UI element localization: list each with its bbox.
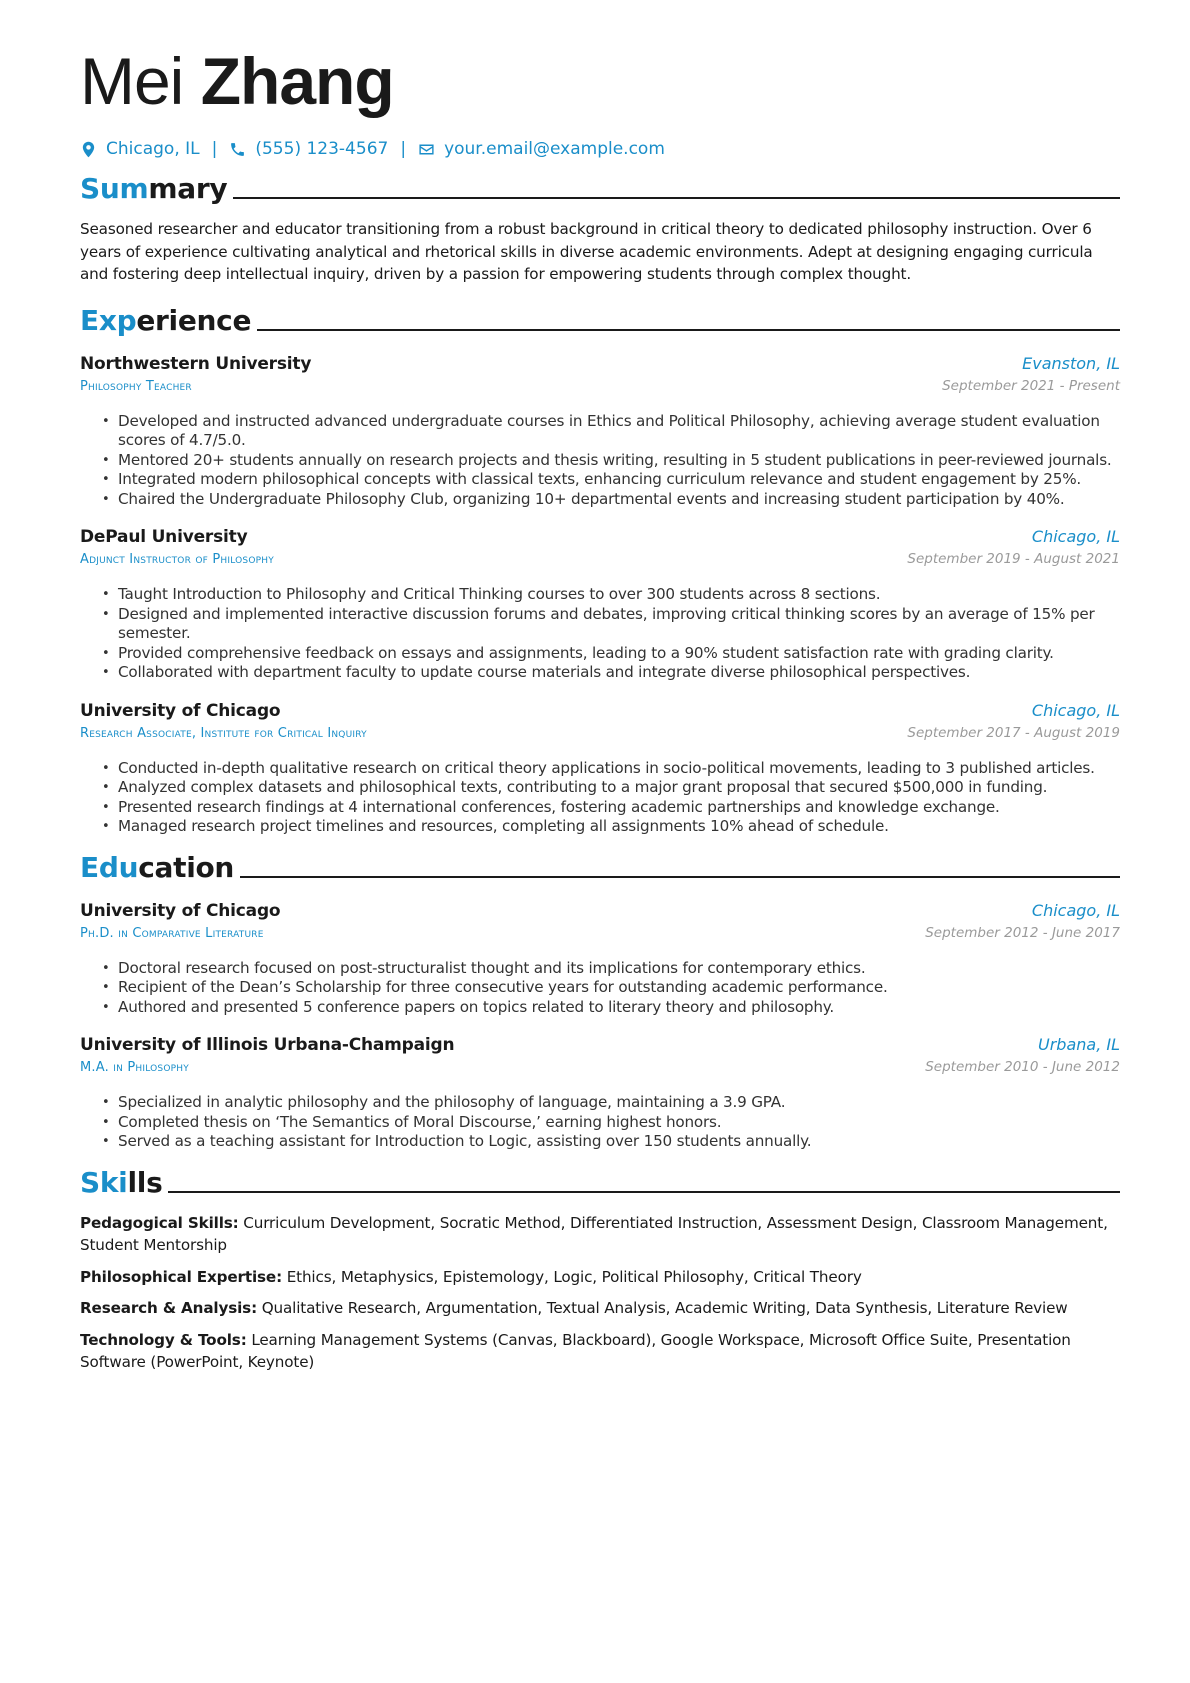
- entry-role: M.A. in Philosophy: [80, 1060, 189, 1075]
- entry-subheader: [80, 925, 1120, 947]
- last-name: Zhang: [200, 44, 394, 118]
- section-rule: [168, 1191, 1120, 1193]
- map-pin-icon: [80, 141, 97, 158]
- bullet-item: • Completed thesis on ‘The Semantics of Moral Discourse,’ earning highest honors.: [80, 1113, 1120, 1133]
- skill-values: Curriculum Development, Socratic Method, Differentiated Instruction, Assessment Design, Classroom Management, Student Mentorship: [80, 1213, 1108, 1254]
- organization-name: University of Illinois Urbana-Champaign: [80, 1035, 455, 1055]
- entry-subheader: [80, 551, 1120, 573]
- section-title: Summary: [80, 172, 228, 205]
- bullet-list: [80, 585, 1120, 683]
- bullet-item: • Collaborated with department faculty to update course materials and integrate diverse philosophical perspectives.: [80, 663, 1120, 683]
- section-title: Skills: [80, 1165, 163, 1199]
- bullet-item: • Specialized in analytic philosophy and the philosophy of language, maintaining a 3.9 GPA.: [80, 1093, 1120, 1113]
- first-name: Mei: [80, 44, 184, 118]
- bullet-list: [80, 759, 1120, 837]
- education-entry: [80, 1035, 1120, 1152]
- entry-dates: September 2017 - August 2019: [907, 724, 1120, 741]
- email-link[interactable]: your.email@example.com: [444, 139, 665, 159]
- bullet-item: • Served as a teaching assistant for Introduction to Logic, assisting over 150 students annually.: [80, 1132, 1120, 1152]
- phone-icon: [229, 141, 246, 158]
- contact-location: [80, 139, 200, 159]
- entry-header: [80, 901, 1120, 925]
- bullet-item: • Analyzed complex datasets and philosophical texts, contributing to a major grant proposal that secured $500,000 in funding.: [80, 778, 1120, 798]
- entry-dates: September 2019 - August 2021: [907, 551, 1120, 567]
- entry-location: Chicago, IL: [1031, 700, 1120, 720]
- phone-text: (555) 123-4567: [255, 139, 389, 159]
- skill-values: Learning Management Systems (Canvas, Blackboard), Google Workspace, Microsoft Office Suite, Presentation Software (PowerPoint, Keynote): [80, 1330, 1071, 1371]
- experience-entry: [80, 701, 1120, 837]
- bullet-item: • Designed and implemented interactive discussion forums and debates, improving critical thinking scores by an average of 15% per semester.: [80, 605, 1120, 644]
- bullet-item: • Recipient of the Dean’s Scholarship for three consecutive years for outstanding academic performance.: [80, 978, 1120, 998]
- skills-list: [80, 1212, 1120, 1374]
- skill-category: Research & Analysis:: [80, 1299, 257, 1317]
- entry-header: [80, 527, 1120, 551]
- bullet-item: • Developed and instructed advanced undergraduate courses in Ethics and Political Philosophy, achieving average student evaluation scores of 4.7/5.0.: [80, 412, 1120, 451]
- bullet-item: • Presented research findings at 4 international conferences, fostering academic partnerships and knowledge exchange.: [80, 798, 1120, 818]
- experience-entry: [80, 527, 1120, 683]
- skill-values: Qualitative Research, Argumentation, Textual Analysis, Academic Writing, Data Synthesis, Literature Review: [261, 1299, 1068, 1317]
- bullet-item: • Taught Introduction to Philosophy and Critical Thinking courses to over 300 students across 8 sections.: [80, 585, 1120, 605]
- education-list: [80, 901, 1120, 1152]
- entry-dates: September 2012 - June 2017: [925, 924, 1120, 941]
- entry-location: Evanston, IL: [1022, 353, 1120, 373]
- bullet-list: [80, 959, 1120, 1018]
- organization-name: University of Chicago: [80, 700, 281, 721]
- skill-values: Ethics, Metaphysics, Epistemology, Logic, Political Philosophy, Critical Theory: [286, 1267, 862, 1286]
- envelope-icon: [418, 141, 435, 158]
- entry-location: Urbana, IL: [1038, 1035, 1120, 1054]
- section-rule: [257, 329, 1120, 331]
- section-title: Experience: [80, 303, 252, 337]
- contact-phone[interactable]: [229, 139, 388, 159]
- entry-header: [80, 354, 1120, 378]
- bullet-item: • Mentored 20+ students annually on research projects and thesis writing, resulting in 5 student publications in peer-reviewed journals.: [80, 451, 1120, 471]
- entry-subheader: [80, 1059, 1120, 1081]
- entry-location: Chicago, IL: [1031, 900, 1120, 920]
- skill-category: Pedagogical Skills:: [80, 1213, 239, 1232]
- skill-line: [80, 1212, 1120, 1257]
- skill-category: Technology & Tools:: [80, 1330, 247, 1349]
- section-rule: [240, 876, 1120, 878]
- entry-subheader: [80, 378, 1120, 400]
- skill-category: Philosophical Expertise:: [80, 1267, 283, 1286]
- contact-separator: |: [400, 139, 407, 159]
- entry-role: Ph.D. in Comparative Literature: [80, 925, 264, 941]
- summary-heading: [80, 170, 1120, 208]
- entry-role: Philosophy Teacher: [80, 378, 192, 394]
- entry-role: Research Associate, Institute for Critical Inquiry: [80, 725, 367, 741]
- bullet-item: • Integrated modern philosophical concepts with classical texts, enhancing curriculum relevance and student engagement by 25%.: [80, 470, 1120, 490]
- skill-line: [80, 1329, 1120, 1374]
- organization-name: University of Chicago: [80, 900, 281, 921]
- education-heading: [80, 849, 1120, 887]
- bullet-item: • Authored and presented 5 conference papers on topics related to literary theory and philosophy.: [80, 998, 1120, 1018]
- skill-line: [80, 1266, 1120, 1289]
- entry-header: [80, 701, 1120, 725]
- candidate-name: [80, 38, 1120, 124]
- bullet-list: [80, 412, 1120, 510]
- bullet-item: • Provided comprehensive feedback on essays and assignments, leading to a 90% student satisfaction rate with grading clarity.: [80, 644, 1120, 664]
- skills-heading: [80, 1164, 1120, 1202]
- bullet-list: [80, 1093, 1120, 1152]
- section-rule: [233, 197, 1120, 199]
- experience-list: [80, 354, 1120, 837]
- experience-entry: [80, 354, 1120, 510]
- education-entry: [80, 901, 1120, 1018]
- entry-location: Chicago, IL: [1031, 527, 1120, 546]
- location-text: Chicago, IL: [106, 139, 200, 159]
- organization-name: DePaul University: [80, 527, 248, 547]
- experience-heading: [80, 302, 1120, 340]
- section-title: Education: [80, 850, 235, 884]
- organization-name: Northwestern University: [80, 353, 312, 374]
- contact-separator: |: [211, 139, 218, 159]
- entry-role: Adjunct Instructor of Philosophy: [80, 552, 274, 567]
- skill-line: [80, 1297, 1120, 1320]
- contact-bar: [80, 132, 1120, 166]
- entry-subheader: [80, 725, 1120, 747]
- entry-header: [80, 1035, 1120, 1059]
- summary-text: Seasoned researcher and educator transitioning from a robust background in critical theory to dedicated philosophy instruction. Over 6 years of experience cultivating analytical and rhetorical skills in diverse academic environments. Adept at designing engaging curricula and fostering deep intellectual inquiry, driven by a passion for empowering students through complex thought.: [80, 220, 1093, 283]
- bullet-item: • Managed research project timelines and resources, completing all assignments 10% ahead of schedule.: [80, 817, 1120, 837]
- bullet-item: • Doctoral research focused on post-structuralist thought and its implications for contemporary ethics.: [80, 959, 1120, 979]
- bullet-item: • Chaired the Undergraduate Philosophy Club, organizing 10+ departmental events and increasing student participation by 40%.: [80, 490, 1120, 510]
- contact-email[interactable]: [418, 139, 665, 159]
- bullet-item: • Conducted in-depth qualitative research on critical theory applications in socio-political movements, leading to 3 published articles.: [80, 759, 1120, 779]
- entry-dates: September 2021 - Present: [942, 377, 1120, 394]
- entry-dates: September 2010 - June 2012: [925, 1059, 1120, 1075]
